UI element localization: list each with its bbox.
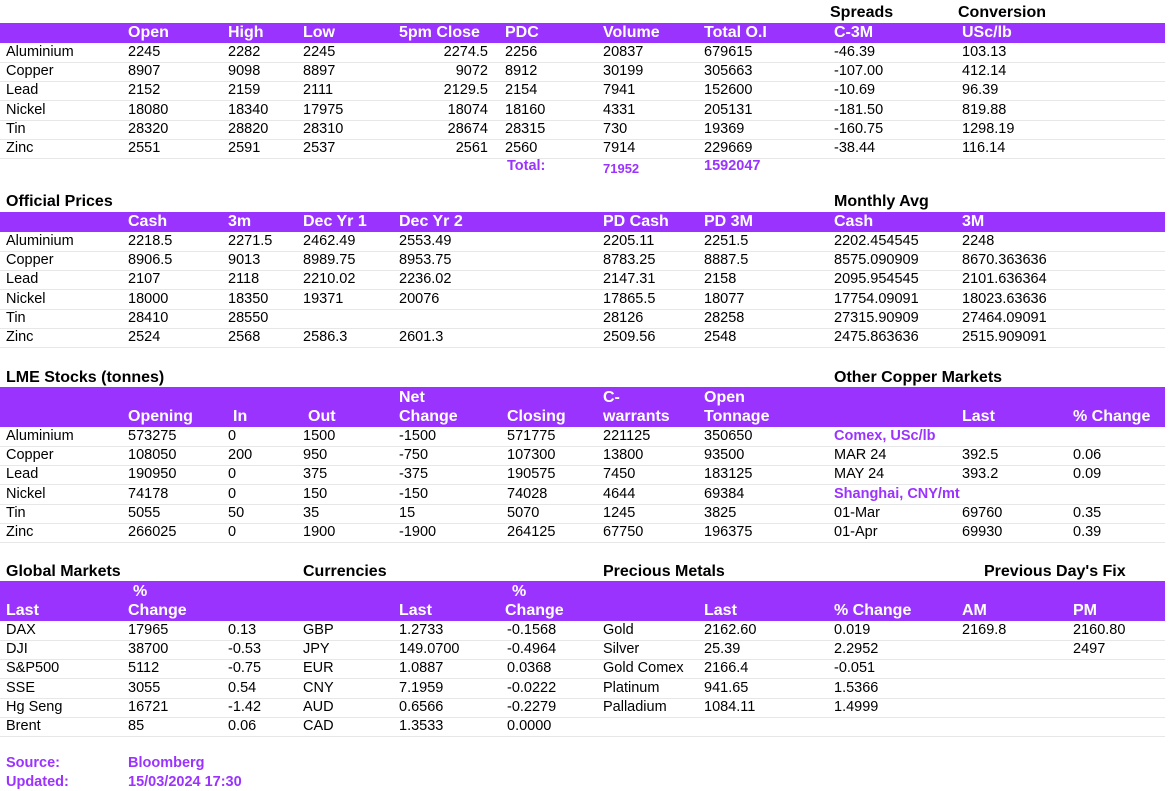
lme-stocks-title: LME Stocks (tonnes) xyxy=(6,369,165,386)
table-cell: 50 xyxy=(228,504,245,521)
table-cell: 573275 xyxy=(128,428,177,444)
table-cell: -1900 xyxy=(399,524,437,540)
table-cell: 941.65 xyxy=(704,679,749,696)
table-cell: 103.13 xyxy=(962,44,1007,60)
table-cell: 8912 xyxy=(505,63,538,80)
table-cell: 229669 xyxy=(704,140,753,156)
table-cell: 0.6566 xyxy=(399,698,444,715)
table-cell: 8897 xyxy=(303,63,336,80)
table-cell: 17865.5 xyxy=(603,290,656,307)
table-cell: 1.2733 xyxy=(399,622,444,638)
table-cell: 819.88 xyxy=(962,101,1007,118)
stocks-col-header: % Change xyxy=(1073,408,1151,425)
source-label: Source: xyxy=(6,755,60,771)
table-cell: 2152 xyxy=(128,82,161,99)
table-cell: -0.051 xyxy=(834,660,876,677)
table-cell: 35 xyxy=(303,504,320,521)
table-cell: 205131 xyxy=(704,101,753,118)
fix-pm: 2160.80 xyxy=(1073,622,1126,638)
table-cell: 350650 xyxy=(704,428,753,444)
table-cell: 8783.25 xyxy=(603,252,656,269)
table-cell: 2591 xyxy=(228,140,261,156)
table-cell: 2162.60 xyxy=(704,622,757,638)
table-cell: 730 xyxy=(603,120,628,137)
table-cell: 20837 xyxy=(603,44,644,60)
currency-code: GBP xyxy=(303,622,334,638)
table-cell: 305663 xyxy=(704,63,753,80)
table-cell: 2111 xyxy=(303,82,334,99)
table-cell: 18080 xyxy=(128,101,169,118)
metal-name: Aluminium xyxy=(6,233,74,249)
table-row xyxy=(0,485,1165,505)
table-cell: 27315.90909 xyxy=(834,309,919,326)
table-cell: 1.5366 xyxy=(834,679,879,696)
table-cell: 3825 xyxy=(704,504,737,521)
table-cell: -107.00 xyxy=(834,63,884,80)
currency-code: EUR xyxy=(303,660,334,677)
table-cell: 0.0000 xyxy=(507,718,552,734)
table-cell: 25.39 xyxy=(704,641,741,658)
table-cell: 950 xyxy=(303,447,328,464)
table-cell: 28410 xyxy=(128,309,169,326)
table-cell: -0.4964 xyxy=(507,641,557,658)
metal-name: Lead xyxy=(6,466,39,483)
contract-label: MAR 24 xyxy=(834,447,887,464)
cell-close: 2274.5 xyxy=(443,44,488,60)
table-cell: 266025 xyxy=(128,524,177,540)
table-cell: 2475.863636 xyxy=(834,329,919,345)
table-cell: 375 xyxy=(303,466,328,483)
table-cell: 28320 xyxy=(128,120,169,137)
metal-name: Lead xyxy=(6,82,39,99)
table-row xyxy=(0,679,1165,699)
table-cell: 38700 xyxy=(128,641,169,658)
global-col-header: Last xyxy=(399,602,432,619)
table-cell: 7914 xyxy=(603,140,636,156)
stocks-col-header: Last xyxy=(962,408,995,425)
table-cell: -10.69 xyxy=(834,82,876,99)
precious-name: Gold xyxy=(603,622,634,638)
table-cell: 2159 xyxy=(228,82,261,99)
table-cell: 2601.3 xyxy=(399,329,444,345)
main-col-header: Open xyxy=(128,24,169,41)
table-cell: 16721 xyxy=(128,698,169,715)
table-cell: 190575 xyxy=(507,466,556,483)
table-cell: 2256 xyxy=(505,44,538,60)
table-cell: 69760 xyxy=(962,504,1003,521)
table-row xyxy=(0,698,1165,718)
fix-am: 2169.8 xyxy=(962,622,1007,638)
global-col-header: Last xyxy=(704,602,737,619)
main-col-header: PDC xyxy=(505,24,539,41)
table-cell: 152600 xyxy=(704,82,753,99)
stocks-col-header: Open xyxy=(704,389,745,406)
other-copper-title: Other Copper Markets xyxy=(834,369,1003,386)
table-cell: 1298.19 xyxy=(962,120,1015,137)
fix-pm: 2497 xyxy=(1073,641,1106,658)
table-cell: 392.5 xyxy=(962,447,999,464)
stocks-col-header: C- xyxy=(603,389,620,406)
precious-name: Silver xyxy=(603,641,640,658)
table-cell: 2245 xyxy=(303,44,336,60)
table-cell: 1245 xyxy=(603,504,636,521)
table-cell: 3055 xyxy=(128,679,161,696)
table-cell: 2462.49 xyxy=(303,233,356,249)
table-cell: 5112 xyxy=(128,660,160,677)
table-row xyxy=(0,717,1165,737)
global-col-header: % Change xyxy=(834,602,912,619)
monthly-avg-title: Monthly Avg xyxy=(834,193,929,210)
updated-value: 15/03/2024 17:30 xyxy=(128,774,242,790)
precious-name: Palladium xyxy=(603,698,667,715)
precious-name: Platinum xyxy=(603,679,660,696)
table-cell: 18000 xyxy=(128,290,169,307)
table-cell: 0.35 xyxy=(1073,504,1102,521)
index-name: S&P500 xyxy=(6,660,60,677)
table-cell: -160.75 xyxy=(834,120,884,137)
official-col-header: 3m xyxy=(228,213,252,230)
table-cell: -1.42 xyxy=(228,698,262,715)
table-cell: 13800 xyxy=(603,447,644,464)
table-cell: 0.54 xyxy=(228,679,257,696)
table-cell: 69930 xyxy=(962,524,1003,540)
updated-label: Updated: xyxy=(6,774,69,790)
table-cell: 2210.02 xyxy=(303,271,356,288)
table-cell: 17965 xyxy=(128,622,169,638)
official-col-header: Dec Yr 1 xyxy=(303,213,367,230)
index-name: Brent xyxy=(6,718,41,734)
total-label: Total: xyxy=(507,158,546,174)
metal-name: Aluminium xyxy=(6,44,74,60)
table-cell: -375 xyxy=(399,466,429,483)
table-cell: 150 xyxy=(303,485,328,502)
metal-name: Copper xyxy=(6,63,54,80)
table-cell: 1500 xyxy=(303,428,336,444)
cell-close: 2129.5 xyxy=(443,82,488,99)
market-heading: Comex, USc/lb xyxy=(834,428,936,444)
source-value: Bloomberg xyxy=(128,755,205,771)
stocks-col-header: Change xyxy=(399,408,458,425)
cell-close: 9072 xyxy=(455,63,488,80)
index-name: Hg Seng xyxy=(6,698,63,715)
metal-name: Aluminium xyxy=(6,428,74,444)
table-cell: 28315 xyxy=(505,120,546,137)
metal-name: Tin xyxy=(6,120,26,137)
table-cell: 7941 xyxy=(603,82,636,99)
table-cell: 8989.75 xyxy=(303,252,356,269)
table-cell: 28258 xyxy=(704,309,745,326)
table-cell: 7.1959 xyxy=(399,679,444,696)
main-col-header: Total O.I xyxy=(704,24,767,41)
official-col-header: PD 3M xyxy=(704,213,753,230)
stocks-col-header: Closing xyxy=(507,408,566,425)
table-cell: 27464.09091 xyxy=(962,309,1047,326)
global-col-header: Last xyxy=(6,602,39,619)
total-oi: 1592047 xyxy=(704,158,761,174)
table-cell: 200 xyxy=(228,447,253,464)
official-col-header: Cash xyxy=(128,213,168,230)
table-cell: 190950 xyxy=(128,466,177,483)
main-col-header: USc/lb xyxy=(962,24,1012,41)
table-cell: 93500 xyxy=(704,447,745,464)
official-col-header: PD Cash xyxy=(603,213,669,230)
table-cell: 2515.909091 xyxy=(962,329,1047,345)
contract-label: 01-Mar xyxy=(834,504,880,521)
table-cell: 0.019 xyxy=(834,622,871,638)
global-col-header: % xyxy=(133,583,148,600)
official-col-header: Dec Yr 2 xyxy=(399,213,463,230)
cell-close: 2561 xyxy=(455,140,488,156)
spreads-title: Spreads xyxy=(830,4,894,21)
currency-code: JPY xyxy=(303,641,330,658)
table-cell: -181.50 xyxy=(834,101,884,118)
index-name: DJI xyxy=(6,641,28,658)
table-cell: 2158 xyxy=(704,271,737,288)
table-cell: 2118 xyxy=(228,271,260,288)
table-cell: 108050 xyxy=(128,447,177,464)
metal-name: Tin xyxy=(6,309,26,326)
stocks-col-header: Out xyxy=(308,408,336,425)
table-cell: 18350 xyxy=(228,290,269,307)
table-cell: 0.0368 xyxy=(507,660,552,677)
table-cell: 28550 xyxy=(228,309,269,326)
table-cell: 2154 xyxy=(505,82,538,99)
table-cell: 2282 xyxy=(228,44,261,60)
previous-fix-title: Previous Day's Fix xyxy=(984,563,1126,580)
table-cell: 85 xyxy=(128,718,145,734)
contract-label: 01-Apr xyxy=(834,524,878,540)
table-cell: 8906.5 xyxy=(128,252,173,269)
precious-metals-title: Precious Metals xyxy=(603,563,725,580)
table-cell: 149.0700 xyxy=(399,641,460,658)
stocks-col-header: Tonnage xyxy=(704,408,770,425)
table-cell: 8670.363636 xyxy=(962,252,1047,269)
table-cell: -0.0222 xyxy=(507,679,557,696)
global-col-header: % xyxy=(512,583,527,600)
table-cell: -0.2279 xyxy=(507,698,557,715)
currency-code: CNY xyxy=(303,679,334,696)
total-volume: 71952 xyxy=(603,161,640,176)
table-cell: 96.39 xyxy=(962,82,999,99)
metal-name: Nickel xyxy=(6,101,46,118)
table-cell: 0 xyxy=(228,428,237,444)
cell-close: 28674 xyxy=(447,120,488,137)
table-cell: 18340 xyxy=(228,101,269,118)
table-cell: 2202.454545 xyxy=(834,233,919,249)
table-cell: 0.06 xyxy=(228,718,257,734)
table-cell: 2245 xyxy=(128,44,161,60)
table-cell: 69384 xyxy=(704,485,745,502)
main-col-header: C-3M xyxy=(834,24,874,41)
precious-name: Gold Comex xyxy=(603,660,684,677)
table-cell: 1900 xyxy=(303,524,336,540)
table-cell: 2147.31 xyxy=(603,271,656,288)
table-cell: 196375 xyxy=(704,524,753,540)
metal-name: Zinc xyxy=(6,329,34,345)
table-cell: 183125 xyxy=(704,466,753,483)
table-cell: -0.53 xyxy=(228,641,262,658)
table-cell: 28310 xyxy=(303,120,344,137)
metal-name: Lead xyxy=(6,271,39,288)
official-prices-title: Official Prices xyxy=(6,193,113,210)
metal-name: Zinc xyxy=(6,140,34,156)
stocks-col-header: warrants xyxy=(603,408,670,425)
table-cell: 2568 xyxy=(228,329,261,345)
table-cell: 1.3533 xyxy=(399,718,444,734)
table-cell: 28126 xyxy=(603,309,644,326)
table-cell: 74028 xyxy=(507,485,548,502)
metal-name: Nickel xyxy=(6,485,46,502)
table-cell: 19369 xyxy=(704,120,745,137)
table-cell: -46.39 xyxy=(834,44,876,60)
market-heading: Shanghai, CNY/mt xyxy=(834,485,960,502)
table-cell: 18023.63636 xyxy=(962,290,1047,307)
table-cell: 0.39 xyxy=(1073,524,1102,540)
metal-name: Zinc xyxy=(6,524,34,540)
global-markets-title: Global Markets xyxy=(6,563,121,580)
table-cell: 30199 xyxy=(603,63,644,80)
global-col-header: PM xyxy=(1073,602,1097,619)
table-cell: 679615 xyxy=(704,44,753,60)
table-cell: 1.0887 xyxy=(399,660,444,677)
table-cell: 393.2 xyxy=(962,466,999,483)
table-cell: 2551 xyxy=(128,140,161,156)
table-cell: 4644 xyxy=(603,485,636,502)
table-cell: 2248 xyxy=(962,233,995,249)
table-cell: -150 xyxy=(399,485,429,502)
main-col-header: High xyxy=(228,24,264,41)
table-cell: 2236.02 xyxy=(399,271,452,288)
main-col-header: Low xyxy=(303,24,335,41)
table-cell: 2548 xyxy=(704,329,737,345)
table-cell: 412.14 xyxy=(962,63,1007,80)
table-cell: 2251.5 xyxy=(704,233,749,249)
table-cell: 0 xyxy=(228,524,237,540)
table-cell: 17754.09091 xyxy=(834,290,919,307)
stocks-col-header: Opening xyxy=(128,408,193,425)
table-cell: 8575.090909 xyxy=(834,252,919,269)
table-cell: 2271.5 xyxy=(228,233,273,249)
table-cell: 8887.5 xyxy=(704,252,749,269)
global-col-header: AM xyxy=(962,602,987,619)
table-cell: 2166.4 xyxy=(704,660,749,677)
index-name: SSE xyxy=(6,679,36,696)
table-cell: 0.09 xyxy=(1073,466,1102,483)
official-col-header: Cash xyxy=(834,213,874,230)
table-cell: 1084.11 xyxy=(704,698,756,715)
table-cell: 2537 xyxy=(303,140,336,156)
currency-code: CAD xyxy=(303,718,334,734)
table-cell: 18160 xyxy=(505,101,546,118)
table-cell: 2524 xyxy=(128,329,161,345)
table-cell: 7450 xyxy=(603,466,636,483)
table-cell: -38.44 xyxy=(834,140,876,156)
table-cell: 9013 xyxy=(228,252,261,269)
table-cell: 2509.56 xyxy=(603,329,656,345)
table-row xyxy=(0,640,1165,660)
stocks-col-header: In xyxy=(233,408,248,425)
table-cell: 2095.954545 xyxy=(834,271,919,288)
table-cell: 2205.11 xyxy=(603,233,655,249)
table-cell: 0 xyxy=(228,466,237,483)
table-cell: 571775 xyxy=(507,428,556,444)
table-cell: 0 xyxy=(228,485,237,502)
metal-name: Copper xyxy=(6,252,54,269)
main-col-header: Volume xyxy=(603,24,660,41)
metal-name: Nickel xyxy=(6,290,46,307)
table-cell: -0.75 xyxy=(228,660,262,677)
table-cell: 0.06 xyxy=(1073,447,1102,464)
table-cell: 221125 xyxy=(603,428,651,444)
table-cell: -750 xyxy=(399,447,429,464)
cell-close: 18074 xyxy=(447,101,488,118)
table-cell: 8953.75 xyxy=(399,252,452,269)
table-cell: 1.4999 xyxy=(834,698,879,715)
main-col-header: 5pm Close xyxy=(399,24,480,41)
table-cell: 107300 xyxy=(507,447,556,464)
stocks-col-header: Net xyxy=(399,389,425,406)
official-header-band xyxy=(0,212,1165,232)
currency-code: AUD xyxy=(303,698,334,715)
table-row xyxy=(0,659,1165,679)
table-cell: -0.1568 xyxy=(507,622,557,638)
index-name: DAX xyxy=(6,622,36,638)
table-cell: 0.13 xyxy=(228,622,257,638)
table-cell: 28820 xyxy=(228,120,269,137)
table-cell: 20076 xyxy=(399,290,440,307)
table-cell: 15 xyxy=(399,504,416,521)
table-cell: 4331 xyxy=(603,101,636,118)
contract-label: MAY 24 xyxy=(834,466,885,483)
table-cell: 2101.636364 xyxy=(962,271,1047,288)
table-cell: 17975 xyxy=(303,101,344,118)
table-cell: 2560 xyxy=(505,140,538,156)
table-cell: -1500 xyxy=(399,428,437,444)
table-cell: 74178 xyxy=(128,485,169,502)
table-cell: 2553.49 xyxy=(399,233,452,249)
table-cell: 18077 xyxy=(704,290,745,307)
table-cell: 5055 xyxy=(128,504,161,521)
global-col-header: Change xyxy=(128,602,187,619)
table-cell: 2218.5 xyxy=(128,233,173,249)
conversion-title: Conversion xyxy=(958,4,1047,21)
global-col-header: Change xyxy=(505,602,564,619)
metal-name: Tin xyxy=(6,504,26,521)
currencies-title: Currencies xyxy=(303,563,387,580)
table-cell: 2107 xyxy=(128,271,161,288)
table-cell: 264125 xyxy=(507,524,556,540)
table-cell: 2586.3 xyxy=(303,329,348,345)
official-col-header: 3M xyxy=(962,213,985,230)
table-cell: 67750 xyxy=(603,524,644,540)
table-cell: 2.2952 xyxy=(834,641,879,658)
table-cell: 19371 xyxy=(303,290,344,307)
table-cell: 5070 xyxy=(507,504,540,521)
table-cell: 9098 xyxy=(228,63,261,80)
table-cell: 8907 xyxy=(128,63,161,80)
table-cell: 116.14 xyxy=(962,140,1006,156)
metal-name: Copper xyxy=(6,447,54,464)
